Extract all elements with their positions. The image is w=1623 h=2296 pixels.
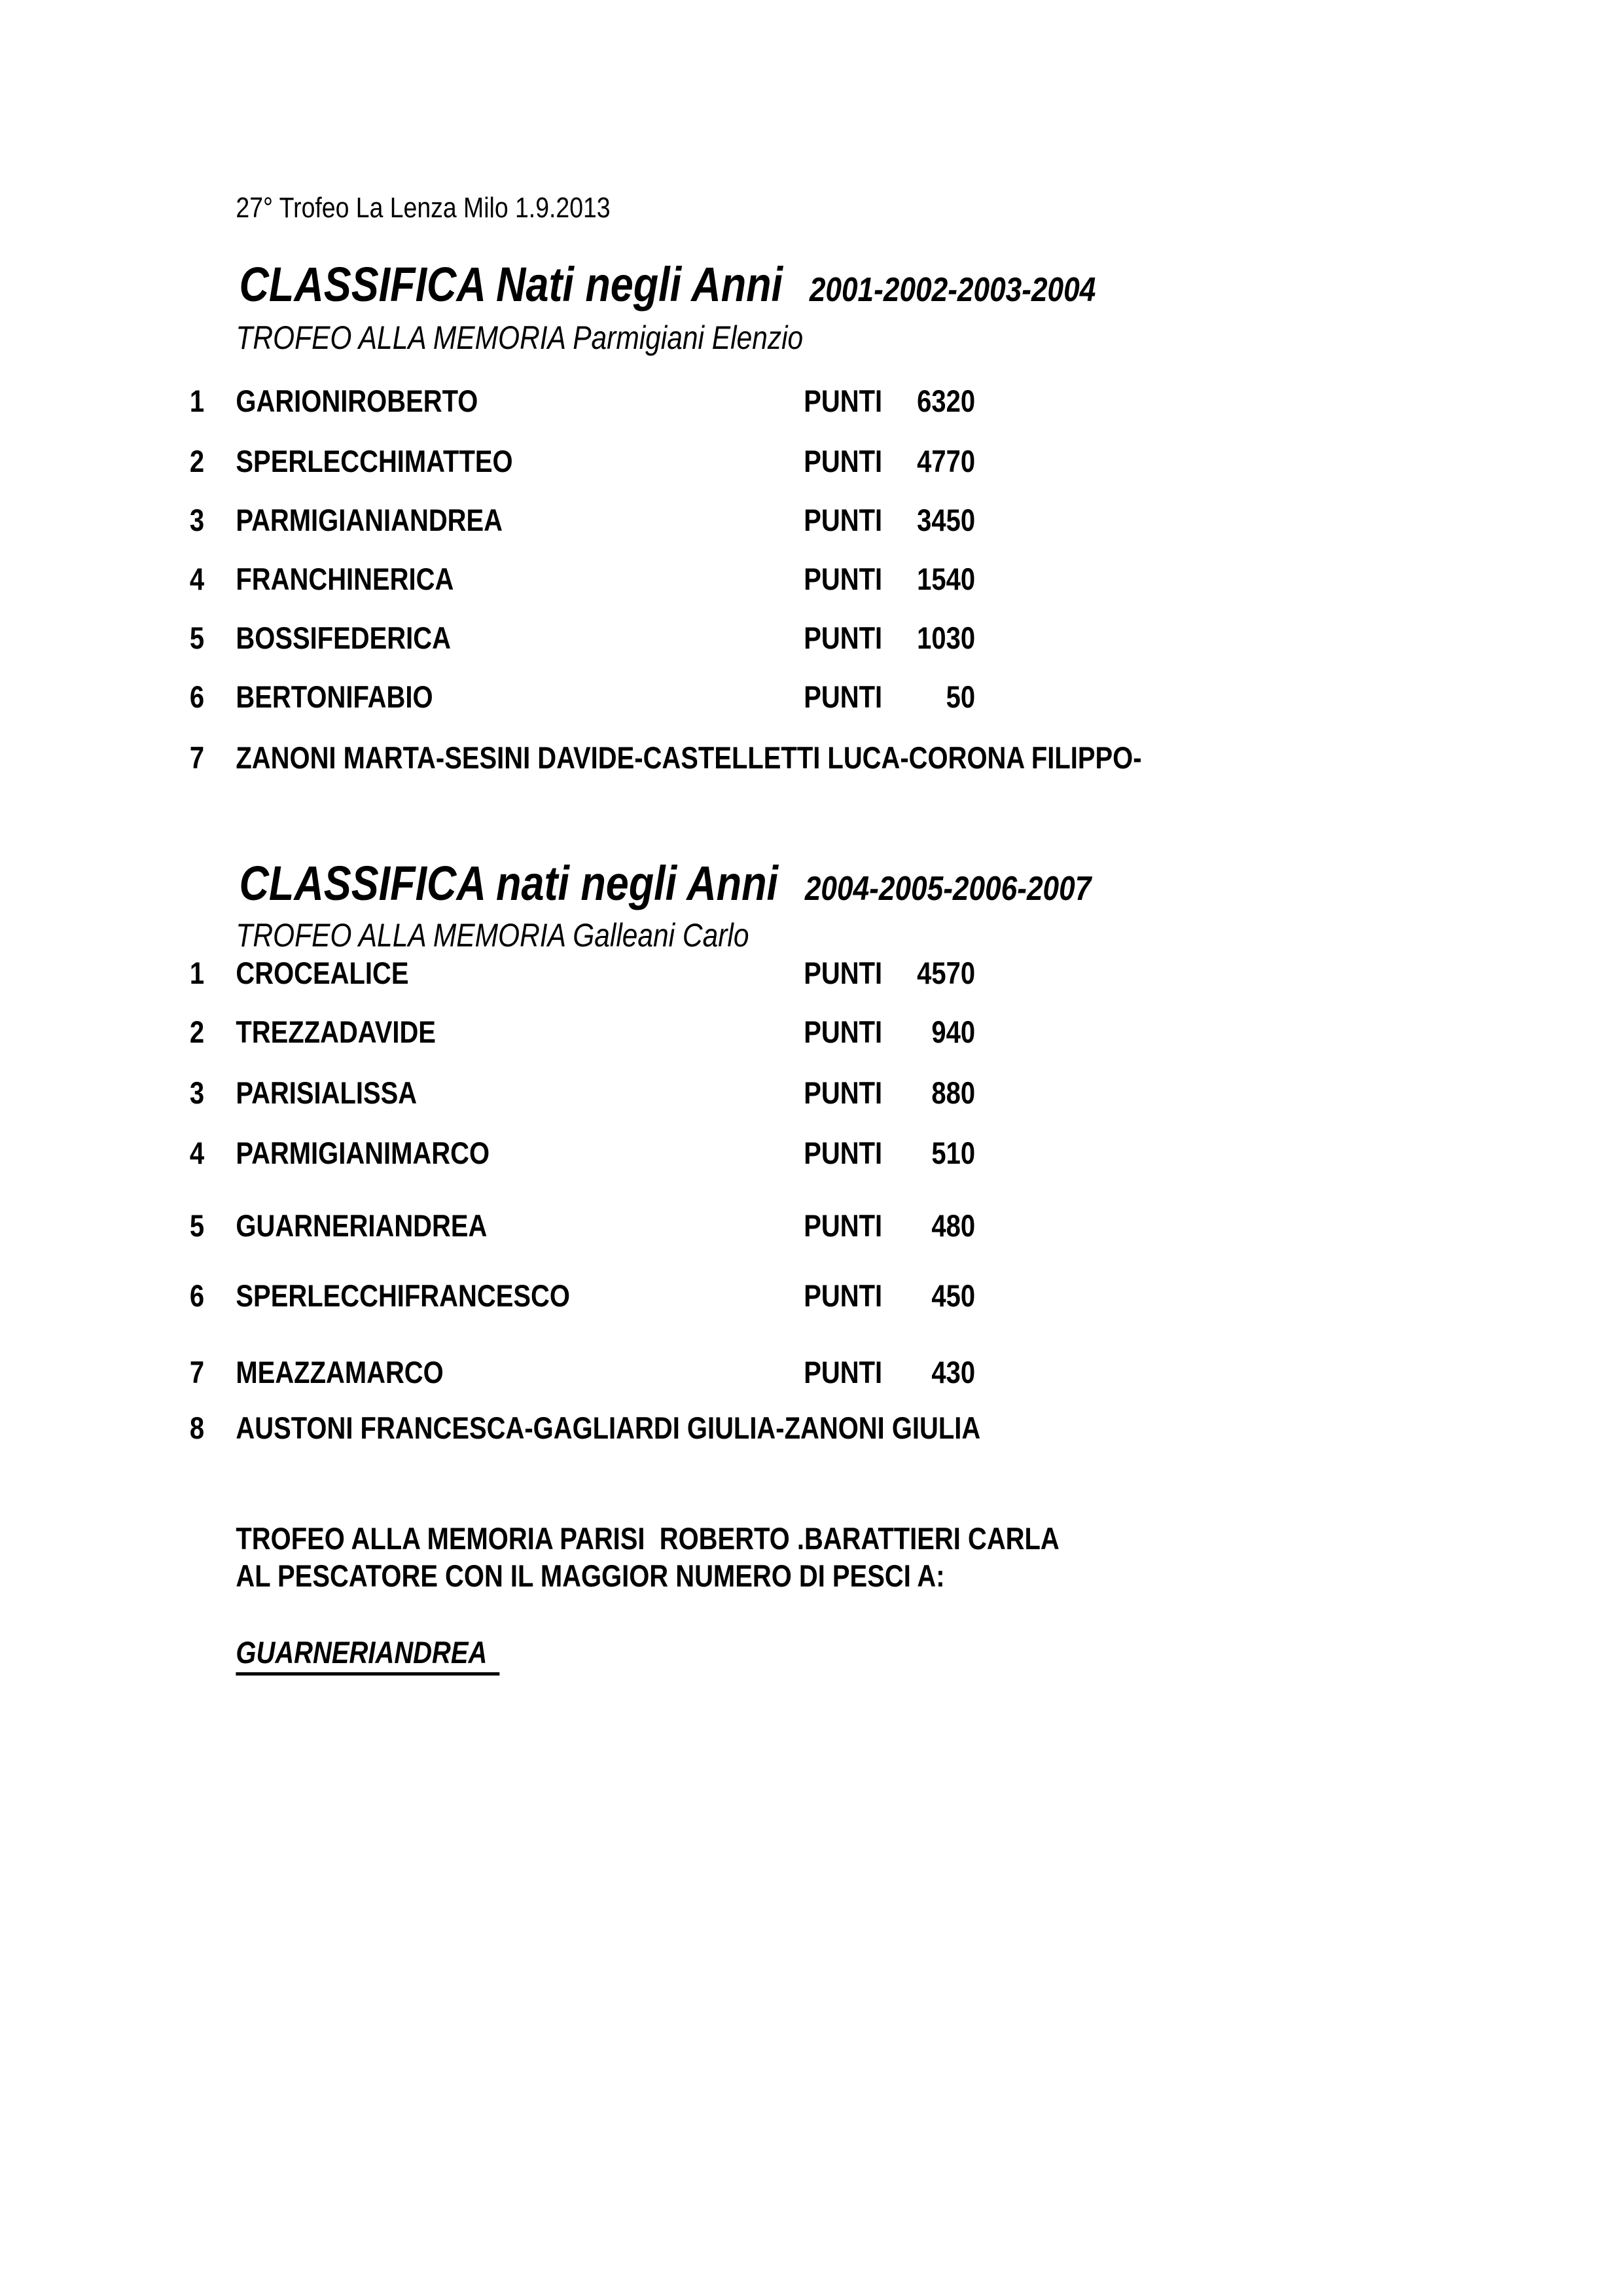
punti-label: PUNTI xyxy=(804,562,883,596)
table-row xyxy=(0,446,1623,485)
name-cell: TREZZADAVIDE xyxy=(236,1014,436,1049)
memorial-line-1: TROFEO ALLA MEMORIA PARISI ROBERTO .BARATTIERI CARLA xyxy=(236,1521,1060,1556)
name-cell: PARMIGIANIANDREA xyxy=(236,503,503,537)
rank-cell: 1 xyxy=(189,384,205,418)
table-row xyxy=(0,1357,1623,1396)
section2-title-line xyxy=(239,856,1092,910)
table-row xyxy=(0,958,1623,997)
punti-label: PUNTI xyxy=(804,956,883,990)
points-value: 480 xyxy=(931,1208,976,1243)
table-row xyxy=(0,386,1623,425)
name-cell: SPERLECCHIFRANCESCO xyxy=(236,1278,570,1313)
memorial-line-2: AL PESCATORE CON IL MAGGIOR NUMERO DI PESCI A: xyxy=(236,1558,945,1593)
section2-subtitle: TROFEO ALLA MEMORIA Galleani Carlo xyxy=(236,917,749,954)
doc-date-line: 27° Trofeo La Lenza Milo 1.9.2013 xyxy=(236,192,611,224)
winner-name: GUARNERIANDREA xyxy=(236,1637,499,1676)
points-value: 3450 xyxy=(917,503,976,537)
rank-cell: 7 xyxy=(189,740,205,775)
rank-cell: 6 xyxy=(189,679,205,714)
name-cell: BOSSIFEDERICA xyxy=(236,620,451,655)
name-cell: GUARNERIANDREA xyxy=(236,1208,488,1243)
points-value: 430 xyxy=(931,1355,976,1390)
rank-cell: 4 xyxy=(189,562,205,596)
name-cell: PARISIALISSA xyxy=(236,1075,418,1110)
rank-cell: 5 xyxy=(189,1208,205,1243)
name-cell: GARIONIROBERTO xyxy=(236,384,478,418)
section1-title: CLASSIFICA Nati negli Anni xyxy=(239,257,783,312)
section2-years: 2004-2005-2006-2007 xyxy=(804,870,1092,908)
table-row xyxy=(0,1280,1623,1319)
points-value: 510 xyxy=(931,1136,976,1170)
rank-cell: 5 xyxy=(189,620,205,655)
name-cell: AUSTONI FRANCESCA-GAGLIARDI GIULIA-ZANONI GIULIA xyxy=(236,1410,981,1445)
table-row xyxy=(0,1412,1623,1452)
rank-cell: 3 xyxy=(189,1075,205,1110)
name-cell: PARMIGIANIMARCO xyxy=(236,1136,490,1170)
punti-label: PUNTI xyxy=(804,679,883,714)
punti-label: PUNTI xyxy=(804,384,883,418)
rank-cell: 8 xyxy=(189,1410,205,1445)
memorial-trophy-block xyxy=(236,1520,1059,1594)
winner-line xyxy=(236,1637,499,1676)
points-value: 1030 xyxy=(917,620,976,655)
table-row xyxy=(0,1016,1623,1056)
section1-title-line xyxy=(239,257,1096,312)
points-value: 4770 xyxy=(917,444,976,478)
name-cell: CROCEALICE xyxy=(236,956,409,990)
punti-label: PUNTI xyxy=(804,1014,883,1049)
name-cell: SPERLECCHIMATTEO xyxy=(236,444,513,478)
points-value: 880 xyxy=(931,1075,976,1110)
punti-label: PUNTI xyxy=(804,1278,883,1313)
rank-cell: 1 xyxy=(189,956,205,990)
punti-label: PUNTI xyxy=(804,503,883,537)
punti-label: PUNTI xyxy=(804,1355,883,1390)
table-row xyxy=(0,742,1623,781)
points-value: 940 xyxy=(931,1014,976,1049)
rank-cell: 2 xyxy=(189,1014,205,1049)
punti-label: PUNTI xyxy=(804,620,883,655)
name-cell: BERTONIFABIO xyxy=(236,679,433,714)
rank-cell: 2 xyxy=(189,444,205,478)
points-value: 1540 xyxy=(917,562,976,596)
table-row xyxy=(0,564,1623,603)
punti-label: PUNTI xyxy=(804,1075,883,1110)
table-row xyxy=(0,505,1623,544)
name-cell: ZANONI MARTA-SESINI DAVIDE-CASTELLETTI LUCA-CORONA FILIPPO- xyxy=(236,740,1142,775)
points-value: 450 xyxy=(931,1278,976,1313)
table-row xyxy=(0,1138,1623,1177)
section1-years: 2001-2002-2003-2004 xyxy=(809,271,1096,309)
rank-cell: 7 xyxy=(189,1355,205,1390)
points-value: 50 xyxy=(946,679,976,714)
points-value: 6320 xyxy=(917,384,976,418)
table-row xyxy=(0,1210,1623,1249)
punti-label: PUNTI xyxy=(804,1208,883,1243)
rank-cell: 6 xyxy=(189,1278,205,1313)
table-row xyxy=(0,1077,1623,1117)
name-cell: MEAZZAMARCO xyxy=(236,1355,444,1390)
punti-label: PUNTI xyxy=(804,1136,883,1170)
rank-cell: 4 xyxy=(189,1136,205,1170)
name-cell: FRANCHINERICA xyxy=(236,562,454,596)
punti-label: PUNTI xyxy=(804,444,883,478)
rank-cell: 3 xyxy=(189,503,205,537)
table-row xyxy=(0,622,1623,662)
points-value: 4570 xyxy=(917,956,976,990)
section1-subtitle: TROFEO ALLA MEMORIA Parmigiani Elenzio xyxy=(236,319,804,356)
table-row xyxy=(0,681,1623,721)
section2-title: CLASSIFICA nati negli Anni xyxy=(239,856,779,910)
